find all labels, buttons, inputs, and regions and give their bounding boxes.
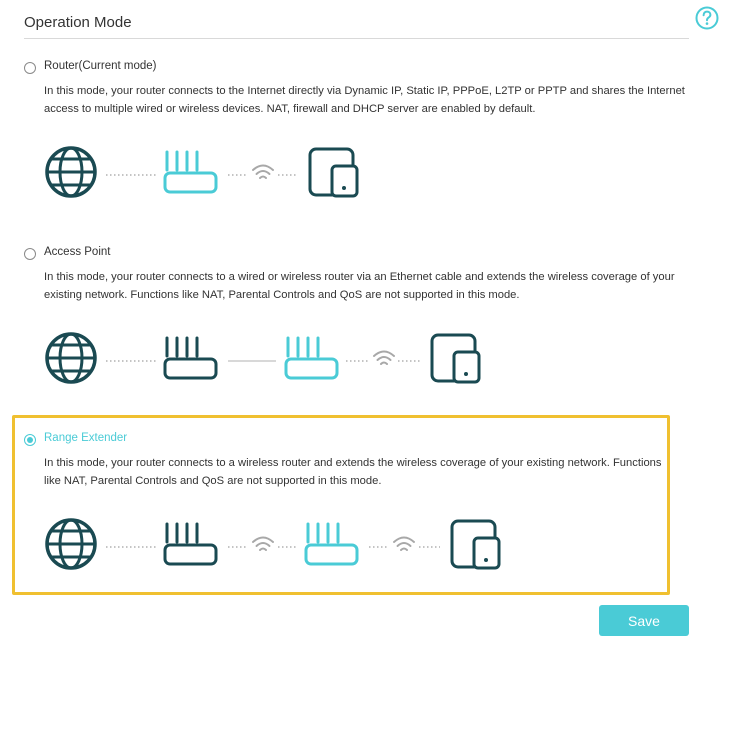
router-icon [165,524,216,564]
router-icon [165,338,216,378]
globe-icon [47,334,95,382]
mode-label-router[interactable]: Router(Current mode) [44,60,157,72]
mode-description-access-point: In this mode, your router connects to a wired or wireless router via an Ethernet cable and extends the wireless coverage of your existing network. Functions like NAT, Parental Controls and QoS are not supported in this mode. [44,271,675,301]
save-button[interactable]: Save [599,605,689,636]
wifi-icon [394,538,414,551]
page-title: Operation Mode [24,14,132,31]
router-icon [165,152,216,192]
devices-icon [432,335,479,382]
globe-icon [47,148,95,196]
mode-description-range-extender: In this mode, your router connects to a wireless router and extends the wireless coverage of your existing network. Functions like NAT, Parental Controls and QoS are not supported in this mode. [44,457,662,487]
router-icon [286,338,337,378]
mode-description-router: In this mode, your router connects to the Internet directly via Dynamic IP, Static IP, PPPoE, L2TP or PPTP and shares the Internet access to multiple wired or wireless devices. NAT, firewall and DHCP server are enabled by default. [44,85,685,115]
router-mode-diagram [40,142,540,202]
mode-label-range-extender[interactable]: Range Extender [44,432,128,444]
mode-label-access-point[interactable]: Access Point [44,246,111,258]
wifi-icon [374,352,394,365]
radio-router[interactable] [24,62,36,74]
devices-icon [452,521,499,568]
globe-icon [47,520,95,568]
radio-access-point[interactable] [24,248,36,260]
router-icon [306,524,357,564]
devices-icon [310,149,357,196]
range-extender-diagram [40,514,540,574]
help-icon[interactable] [695,6,719,30]
radio-range-extender[interactable] [24,434,36,446]
wifi-icon [253,166,273,179]
wifi-icon [253,538,273,551]
title-divider [24,38,689,39]
access-point-diagram [40,328,540,388]
